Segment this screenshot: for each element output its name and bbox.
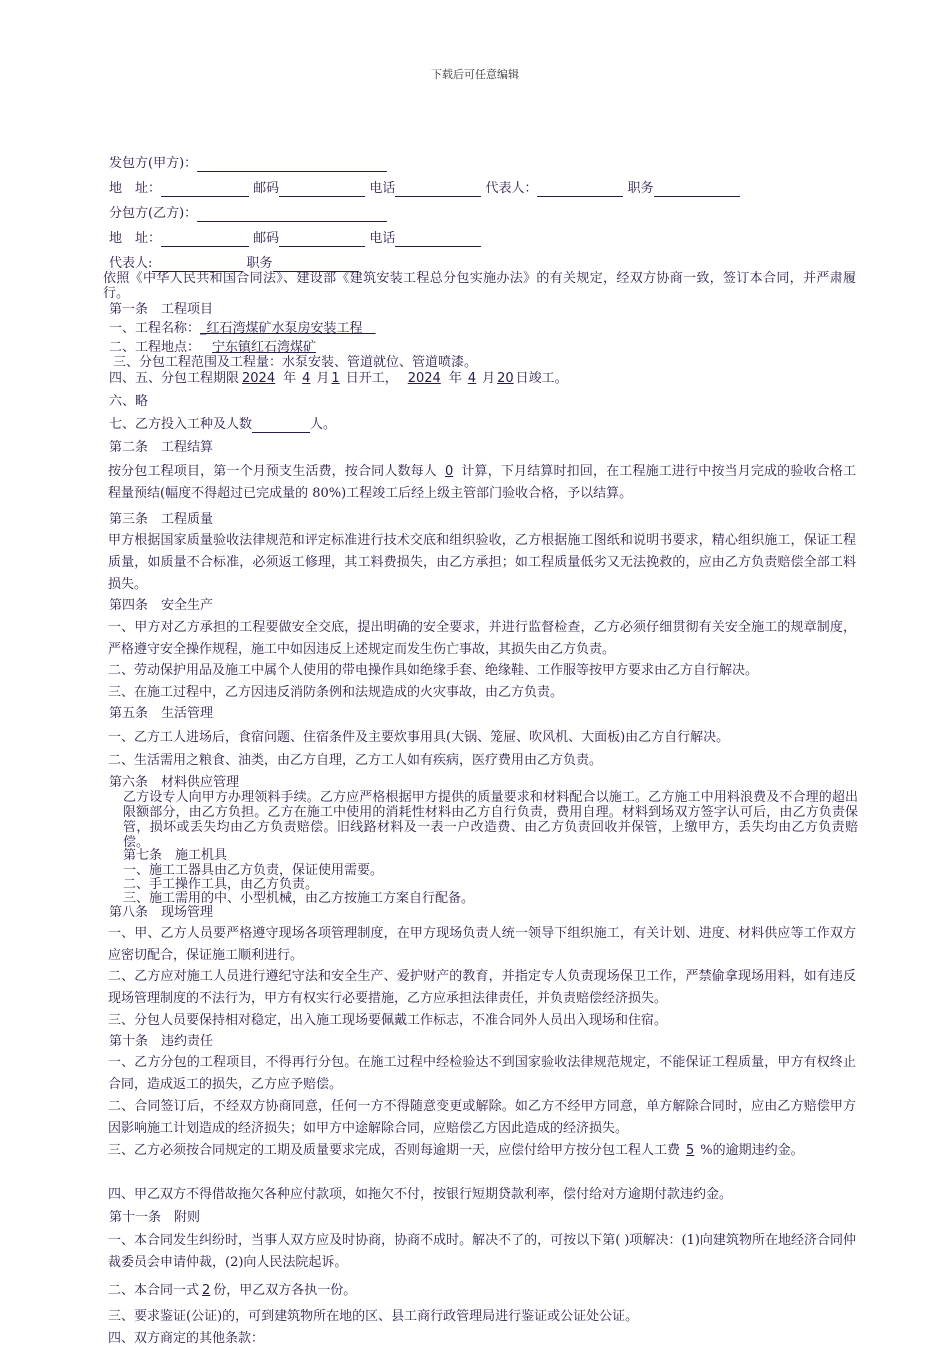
workers-unit: 人。 (310, 417, 337, 432)
start-month: 4 (302, 371, 311, 386)
phone-label: 电话 (369, 231, 396, 246)
party-b-line (109, 206, 387, 222)
article-4-p1: 一、甲方对乙方承担的工程要做安全交底，提出明确的安全要求，并进行监督检查，乙方必须仔细贯彻有关安全施工的规章制度，严格遵守安全操作规程，施工中如因违反上述规定而发生伤亡事故，其损失由乙方负责。 (108, 620, 856, 657)
article-5-p2: 二、生活需用之粮食、油类，由乙方自理，乙方工人如有疾病，医疗费用由乙方负责。 (108, 753, 603, 768)
project-site-line (109, 340, 316, 356)
address-label: 地 址： (109, 231, 162, 246)
article-10-p4: 四、甲乙双方不得借故拖欠各种应付款项，如拖欠不付，按银行短期贷款利率，偿付给对方逾期付款违约金。 (108, 1187, 733, 1202)
start-label: 日开工， (345, 371, 398, 386)
end-day: 20 (497, 371, 514, 386)
month-label: 月 (316, 371, 330, 386)
representative-blank[interactable] (152, 257, 242, 272)
month-label: 月 (482, 371, 496, 386)
article-10-title: 第十条 违约责任 (109, 1034, 214, 1049)
article-2-title: 第二条 工程结算 (109, 440, 214, 455)
article-3-text: 甲方根据国家质量验收法律规范和评定标准进行技术交底和组织验收，乙方根据施工图纸和说明书要求，精心组织施工，保证工程质量，如质量不合标准，必须返工修理，其工料费损失，由乙方承担；如工程质量低劣又无法挽救的，应由乙方负责赔偿全部工料损失。 (108, 533, 856, 592)
zip-label: 邮码 (253, 231, 280, 246)
copies-text-b: 份，甲乙双方各执一份。 (213, 1283, 357, 1298)
article-1-title: 第一条 工程项目 (109, 302, 214, 317)
party-b-rep-line (109, 256, 359, 272)
party-a-label: 发包方(甲方)： (109, 156, 198, 171)
phone-label: 电话 (369, 181, 396, 196)
representative-label: 代表人: (109, 256, 153, 271)
party-a-blank[interactable] (197, 157, 387, 172)
representative-blank[interactable] (537, 182, 623, 197)
project-name-label: 一、工程名称： (109, 321, 201, 336)
article-4-p2: 二、劳动保护用品及施工中属个人使用的带电操作具如绝缘手套、绝缘鞋、工作服等按甲方要求由乙方自行解决。 (108, 663, 759, 678)
article-5-title: 第五条 生活管理 (109, 706, 214, 721)
penalty-percent: 5 (686, 1143, 695, 1158)
article-7-title: 第七条 施工机具 (123, 848, 228, 863)
party-b-blank[interactable] (197, 207, 387, 222)
article-3-title: 第三条 工程质量 (109, 512, 214, 527)
start-year: 2024 (242, 371, 276, 386)
penalty-text-b: %的逾期违约金。 (700, 1143, 804, 1158)
period-label: 四、五、分包工程期限 (109, 371, 240, 386)
intro-paragraph: 依照《中华人民共和国合同法》、建设部《建筑安装工程总分包实施办法》的有关规定，经双方协商一致，签订本合同，并严肃履行。 (103, 271, 856, 301)
article-8-title: 第八条 现场管理 (109, 905, 214, 920)
settlement-text-b: 计算，下月结算时扣回，在工程施工进行中按当月完成的验收合格工程量预结(幅度不得超过已完成量的 80%)工程竣工后经上级主管部门验收合格，予以结算。 (108, 464, 856, 501)
scope-line: 三、分包工程范围及工程量：水泵安装、管道就位、管道喷漆。 (113, 355, 478, 370)
copies-count: 2 (202, 1283, 211, 1298)
item-six: 六、略 (109, 394, 149, 409)
article-4-p3: 三、在施工过程中，乙方因违反消防条例和法规造成的火灾事故，由乙方负责。 (108, 685, 564, 700)
article-8-p3: 三、分包人员要保持相对稳定，出入施工现场要佩戴工作标志，不准合同外人员出入现场和住宿。 (108, 1013, 668, 1028)
article-11-p2 (108, 1280, 856, 1302)
address-label: 地 址： (109, 181, 162, 196)
party-a-address-line (109, 181, 740, 197)
year-label: 年 (283, 371, 297, 386)
article-11-p3: 三、要求鉴证(公证)的，可到建筑物所在地的区、县工商行政管理局进行鉴证或公证处公证。 (108, 1309, 639, 1324)
project-name-line (109, 321, 376, 337)
item-seven-line (109, 417, 336, 433)
article-11-title: 第十一条 附则 (109, 1210, 201, 1225)
period-line (109, 371, 568, 387)
position-blank[interactable] (273, 257, 359, 272)
penalty-text-a: 三、乙方必须按合同规定的工期及质量要求完成，否则每逾期一天，应偿付给甲方按分包工程人工费 (108, 1143, 681, 1158)
page-header-note: 下载后可任意编辑 (431, 68, 519, 81)
address-blank[interactable] (161, 182, 249, 197)
end-label: 日竣工。 (515, 371, 568, 386)
start-day: 1 (331, 371, 340, 386)
article-7-p3: 三、施工需用的中、小型机械，由乙方按施工方案自行配备。 (123, 891, 475, 906)
project-site-value: 宁东镇红石湾煤矿 (212, 340, 317, 355)
article-6-title: 第六条 材料供应管理 (109, 775, 240, 790)
advance-amount: 0 (444, 464, 454, 479)
phone-blank[interactable] (395, 182, 481, 197)
zip-label: 邮码 (253, 181, 280, 196)
article-11-p1: 一、本合同发生纠纷时，当事人双方应及时协商，协商不成时。解决不了的，可按以下第( )项解决：(1)向建筑物所在地经济合同仲裁委员会申请仲裁，(2)向人民法院起诉。 (108, 1233, 856, 1270)
settlement-text-a: 按分包工程项目，第一个月预支生活费，按合同人数每人 (108, 464, 437, 479)
position-blank[interactable] (654, 182, 740, 197)
article-10-p2: 二、合同签订后，不经双方协商同意，任何一方不得随意变更或解除。如乙方不经甲方同意，单方解除合同时，应由乙方赔偿甲方因影响施工计划造成的经济损失；如甲方中途解除合同，应赔偿乙方因此造成的经济损失。 (108, 1099, 856, 1136)
party-b-label: 分包方(乙方)： (109, 206, 198, 221)
position-label: 职务 (246, 256, 273, 271)
article-10-p3 (108, 1140, 856, 1162)
article-5-p1: 一、乙方工人进场后，食宿问题、住宿条件及主要炊事用具(大锅、笼屉、吹风机、大面板)由乙方自行解决。 (108, 730, 730, 745)
position-label: 职务 (627, 181, 654, 196)
project-site-label: 二、工程地点： (109, 340, 201, 355)
article-8-p2: 二、乙方应对施工人员进行遵纪守法和安全生产、爱护财产的教育，并指定专人负责现场保卫工作，严禁偷拿现场用料，如有违反现场管理制度的不法行为，甲方有权实行必要措施，乙方应承担法律责任，并负责赔偿经济损失。 (108, 969, 856, 1006)
copies-text-a: 二、本合同一式 (108, 1283, 200, 1298)
zip-blank[interactable] (279, 182, 365, 197)
workers-label: 七、乙方投入工种及人数 (109, 417, 253, 432)
party-b-address-line (109, 231, 481, 247)
end-year: 2024 (407, 371, 441, 386)
workers-blank[interactable] (252, 418, 310, 433)
zip-blank[interactable] (279, 232, 365, 247)
project-name-value: _红石湾煤矿水泵房安装工程 (200, 321, 376, 336)
article-7-p2: 二、手工操作工具，由乙方负责。 (123, 877, 319, 892)
article-2-text (108, 461, 856, 505)
representative-label: 代表人： (485, 181, 538, 196)
address-blank[interactable] (161, 232, 249, 247)
article-11-p4: 四、双方商定的其他条款： (108, 1331, 265, 1346)
article-8-p1: 一、甲、乙方人员要严格遵守现场各项管理制度，在甲方现场负责人统一领导下组织施工，有关计划、进度、材料供应等工作双方应密切配合，保证施工顺利进行。 (108, 926, 856, 963)
article-4-title: 第四条 安全生产 (109, 598, 214, 613)
article-6-text: 乙方设专人向甲方办理领料手续。乙方应严格根据甲方提供的质量要求和材料配合以施工。乙方施工中用料浪费及不合理的超出限额部分，由乙方负担。乙方在施工中使用的消耗性材料由乙方自行负责，费用自理。材料到场双方签字认可后，由乙方负责保管，损坏或丢失均由乙方负责赔偿。旧线路材料及一表一户改造费、由乙方负责回收并保管，上缴甲方，丢失均由乙方负责赔偿。 (123, 790, 858, 850)
phone-blank[interactable] (395, 232, 481, 247)
article-7-p1: 一、施工工器具由乙方负责，保证使用需要。 (123, 863, 384, 878)
article-10-p1: 一、乙方分包的工程项目，不得再行分包。在施工过程中经检验达不到国家验收法律规范规定，不能保证工程质量，甲方有权终止合同，造成返工的损失，乙方应予赔偿。 (108, 1055, 856, 1092)
party-a-line (109, 156, 387, 172)
end-month: 4 (467, 371, 477, 386)
year-label: 年 (448, 371, 462, 386)
